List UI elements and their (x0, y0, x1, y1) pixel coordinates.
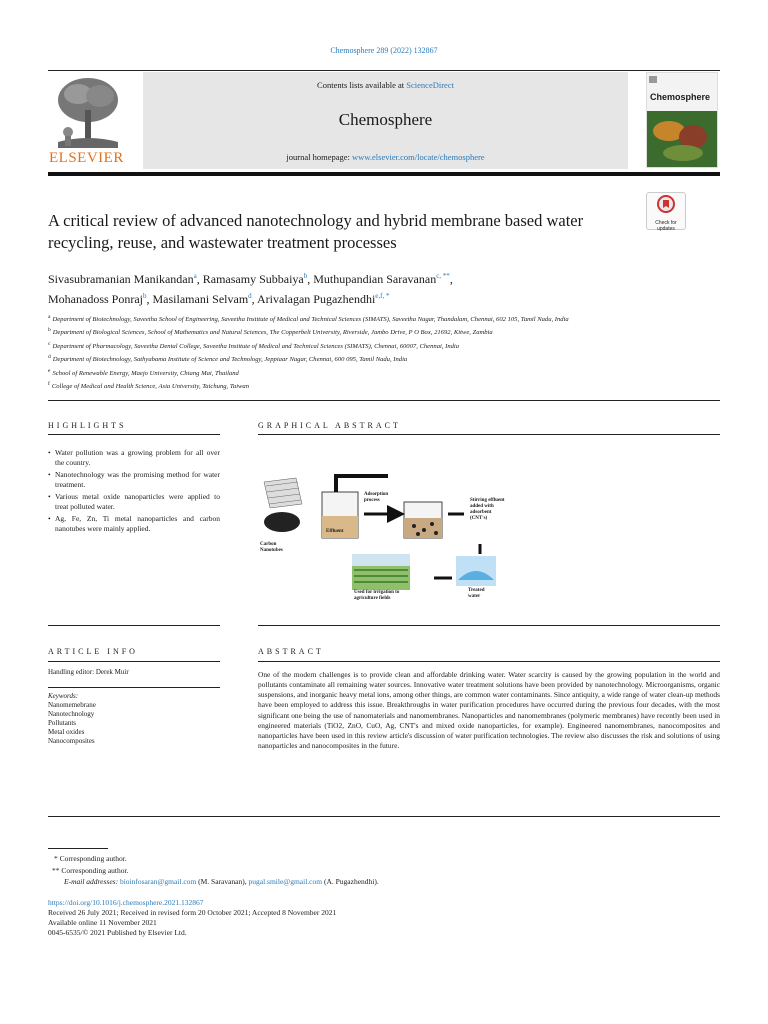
email-owner-pugazhendhi: (A. Pugazhendhi). (323, 877, 379, 886)
graphical-abstract-figure (258, 470, 510, 610)
affiliation-b: $^b$ Department of Biological Sciences, School of Mathematics and Natural Sciences, The Copperbelt University, Riverside, Jambo Drive, P O Box, 21692, Kitwe, Zambia (48, 327, 493, 337)
footnote-rule (48, 848, 108, 849)
keyword-item: Nanomemebrane (48, 701, 96, 709)
contents-prefix: Contents lists available at (317, 80, 405, 90)
publisher-wordmark: ELSEVIER (49, 150, 124, 166)
email-link-pugazhendhi[interactable]: pugal.smile@gmail.com (248, 877, 323, 886)
article-info-top-rule (48, 625, 220, 626)
journal-name: Chemosphere (338, 110, 433, 129)
keywords-rule (48, 687, 220, 688)
journal-homepage-line (143, 152, 628, 162)
highlight-item: • Various metal oxide nanoparticles were applied to treat polluted water. (48, 492, 220, 511)
affiliation-f: $^f$ College of Medical and Health Science, Asia University, Taichung, Taiwan (48, 380, 250, 391)
keyword-item: Nanotechnology (48, 710, 95, 718)
keyword-item: Nanocomposites (48, 737, 95, 745)
affiliations-bottom-rule (48, 400, 720, 401)
author-6[interactable]: Arivalagan Pugazhendhi$^{e,f, *}$ (257, 292, 390, 306)
email-owner-saravanan: (M. Saravanan), (198, 877, 247, 886)
author-3[interactable]: Muthupandian Saravanan$^{c, **}$ (313, 272, 450, 286)
author-1[interactable]: Sivasubramanian Manikandan$^a$ (48, 272, 197, 286)
cover-journal-title: Chemosphere (650, 92, 711, 102)
keyword-item: Pollutants (48, 719, 77, 727)
available-online: Available online 11 November 2021 (48, 918, 157, 927)
label-irrigation: Used for irrigation to agriculture fields (354, 590, 400, 601)
label-adsorption-process: Adsorption process (364, 492, 389, 503)
affiliation-c: $^c$ Department of Pharmacology, Saveetha Dental College, Saveetha Institute of Medical and Technical Sciences (SIMATS), Chennai, 60007, Chennai, India (48, 340, 460, 350)
affiliation-e: $^e$ School of Renewable Energy, Maejo University, Chiang Mai, Thailand (48, 367, 239, 377)
abstract-rule (258, 661, 720, 662)
handling-editor: Handling editor: Derek Muir (48, 668, 129, 676)
header-bottom-rule (48, 172, 720, 176)
irrigation-field-illustration (352, 554, 410, 590)
abstract-heading: ABSTRACT (258, 647, 324, 656)
highlight-item: • Ag, Fe, Zn, Ti metal nanoparticles and carbon nanotubes were mainly applied. (48, 514, 220, 533)
highlight-item: • Water pollution was a growing problem for all over the country. (48, 448, 220, 467)
adsorption-beaker-illustration (404, 502, 442, 538)
email-link-saravanan[interactable]: bioinfosaran@gmail.com (119, 877, 197, 886)
corresponding-author-2: ** Corresponding author. (52, 865, 129, 875)
affiliation-a: $^a$ Department of Biotechnology, Saveetha School of Engineering, Saveetha Institute of Medical and Technical Sciences (SIMATS), Saveetha Nagar, Thandalam, Chennai, 602 105, Tamil Nadu, India (48, 314, 569, 324)
footnotes (52, 853, 652, 888)
keyword-item: Metal oxides (48, 728, 85, 736)
carbon-nanotube-illustration (264, 478, 302, 532)
abstract-text: One of the modern challenges is to provide clean and affordable drinking water. Water scarcity is caused by the growing population in the world and pollutants contaminate all remaining water sources. Innovative water treatment solutions have been provided by nanotechnology. Microorganisms, organic suspensions, and inorganic heavy metal ions, among other things, are common water contaminants. Since antiquity, a wide range of water clean-up methods have been employed to address this issue. Breakthroughs in water purification procedures have occurred during the previous four decades, with the most significant one being the use of nanomaterials and nanomembranes. Nanoparticles and nanomembranes (polymeric membranes) have recently been used in engineered materials (TiO2, ZnO, CuO, Ag, CNT's and mixed oxide nanoparticles, for example). Engineered nanomembranes, nanocomposites and nanoparticles have been used in this review article's discussion of water purification technologies. The review also discusses the risk and solutions of using nanoparticles and nanocomposites in the future. (258, 670, 720, 751)
header-top-rule (48, 70, 720, 71)
keywords-label: Keywords: (48, 692, 79, 700)
check-updates-label: Check for updates (655, 220, 677, 232)
author-2[interactable]: Ramasamy Subbaiya$^b$ (202, 272, 308, 286)
journal-cover-thumbnail (646, 72, 718, 168)
contents-line (143, 80, 628, 90)
article-info-block (48, 668, 220, 746)
corresponding-author-1: * Corresponding author. (54, 854, 127, 863)
received-dates: Received 26 July 2021; Received in revised form 20 October 2021; Accepted 8 November 2021 (48, 908, 337, 917)
article-metadata (48, 898, 648, 938)
affiliations (48, 312, 688, 392)
label-treated-water: Treated water (468, 588, 485, 599)
label-carbon-nanotubes: Carbon Nanotubes (260, 542, 283, 553)
check-updates-icon (647, 193, 685, 215)
article-title: A critical review of advanced nanotechnology and hybrid membrane based water recycling, reuse, and wastewater treatment processes (48, 211, 584, 252)
label-effluent: Effluent (326, 529, 344, 534)
journal-reference[interactable]: Chemosphere 289 (2022) 132867 (330, 46, 438, 55)
article-info-heading: ARTICLE INFO (48, 647, 138, 656)
issn-copyright: 0045-6535/© 2021 Published by Elsevier Ltd. (48, 928, 187, 937)
abstract-top-rule (258, 625, 720, 626)
article-info-rule (48, 661, 220, 662)
homepage-prefix: journal homepage: (286, 152, 350, 162)
highlights-heading: HIGHLIGHTS (48, 421, 127, 430)
highlights-list (48, 448, 220, 536)
doi-link[interactable]: https://doi.org/10.1016/j.chemosphere.2021.132867 (48, 898, 204, 907)
check-for-updates-badge[interactable] (646, 192, 686, 230)
homepage-link[interactable]: www.elsevier.com/locate/chemosphere (352, 152, 485, 162)
author-4[interactable]: Mohanadoss Ponraj$^b$ (48, 292, 147, 306)
sciencedirect-link[interactable]: ScienceDirect (406, 80, 454, 90)
author-5[interactable]: Masilamani Selvam$^d$ (152, 292, 252, 306)
abstract-bottom-rule (48, 816, 720, 817)
author-list: Sivasubramanian Manikandan$^a$, Ramasamy Subbaiya$^b$, Muthupandian Saravanan$^{c, **}$, Mohanadoss Ponraj$^b$, Masilamani Selvam$^d$, Arivalagan Pugazhendhi$^{e,f, *}$ (48, 272, 453, 306)
email-label: E-mail addresses: (64, 877, 119, 886)
graphical-abstract-heading: GRAPHICAL ABSTRACT (258, 421, 401, 430)
label-stirring-effluent: Stirring effluent added with adsorbent (CNT's) (470, 498, 505, 521)
treated-water-illustration (456, 556, 496, 586)
affiliation-d: $^d$ Department of Biotechnology, Sathyabama Institute of Science and Technology, Jeppiaar Nagar, Chennai, 600 095, Tamil Nadu, India (48, 354, 408, 364)
graphical-abstract-rule (258, 434, 720, 435)
email-addresses (52, 876, 652, 888)
highlights-rule (48, 434, 220, 435)
highlight-item: • Nanotechnology was the promising method for water treatment. (48, 470, 220, 489)
